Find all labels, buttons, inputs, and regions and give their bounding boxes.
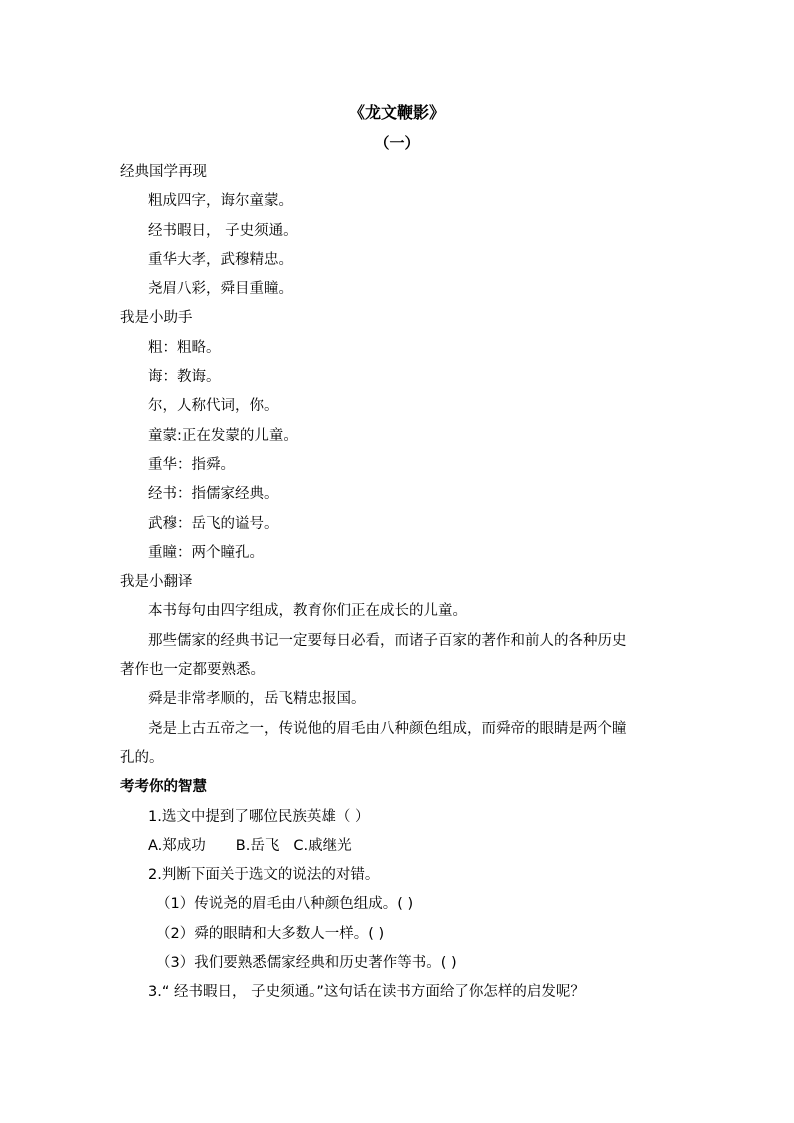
document-title: 《龙文鞭影》 <box>348 103 445 122</box>
option-a: A.郑成功 <box>148 837 206 854</box>
translate-line: 尧是上古五帝之一，传说他的眉毛由八种颜色组成，而舜帝的眼睛是两个瞳 <box>148 720 627 737</box>
section-heading-classic: 经典国学再现 <box>120 164 207 180</box>
helper-line: 重瞳：两个瞳孔。 <box>148 544 264 561</box>
helper-line: 粗：粗略。 <box>148 339 221 356</box>
translate-line: 本书每句由四字组成，教育你们正在成长的儿童。 <box>148 603 467 620</box>
quiz-question-1: 1.选文中提到了哪位民族英雄（ ） <box>148 808 370 825</box>
translate-line: 那些儒家的经典书记一定要每日必看，而诸子百家的著作和前人的各种历史 <box>148 632 627 649</box>
quiz-question-2-item: （2）舜的眼睛和大多数人一样。( ) <box>156 925 385 942</box>
translate-line: 孔的。 <box>120 749 164 766</box>
section-heading-quiz: 考考你的智慧 <box>120 779 207 796</box>
classic-line: 经书暇日， 子史须通。 <box>148 222 298 239</box>
helper-line: 尔，人称代词，你。 <box>148 398 279 415</box>
quiz-question-1-options <box>120 832 680 861</box>
classic-line: 重华大孝，武穆精忠。 <box>148 251 293 268</box>
quiz-question-2-item: （1）传说尧的眉毛由八种颜色组成。( ) <box>156 896 414 913</box>
quiz-question-3: 3.“ 经书暇日， 子史须通。”这句话在读书方面给了你怎样的启发呢？ <box>148 984 585 1001</box>
helper-line: 重华：指舜。 <box>148 456 235 473</box>
document-subtitle: （一） <box>374 134 420 152</box>
quiz-question-2: 2.判断下面关于选文的说法的对错。 <box>148 867 380 884</box>
helper-line: 童蒙:正在发蒙的儿童。 <box>148 427 298 444</box>
section-heading-translate: 我是小翻译 <box>120 574 193 591</box>
translate-line: 著作也一定都要熟悉。 <box>120 662 265 679</box>
helper-line: 诲：教诲。 <box>148 369 221 386</box>
option-b: B.岳飞 <box>235 837 280 854</box>
quiz-question-2-item: （3）我们要熟悉儒家经典和历史著作等书。( ) <box>156 955 457 972</box>
option-c: C.戚继光 <box>293 837 352 854</box>
helper-line: 武穆：岳飞的谥号。 <box>148 515 279 532</box>
translate-line: 舜是非常孝顺的，岳飞精忠报国。 <box>148 691 366 708</box>
classic-line: 粗成四字，诲尔童蒙。 <box>148 193 293 210</box>
classic-line: 尧眉八彩，舜目重瞳。 <box>148 281 293 298</box>
document-body <box>120 158 680 1008</box>
section-heading-helper: 我是小助手 <box>120 310 193 327</box>
helper-line: 经书：指儒家经典。 <box>148 486 279 503</box>
